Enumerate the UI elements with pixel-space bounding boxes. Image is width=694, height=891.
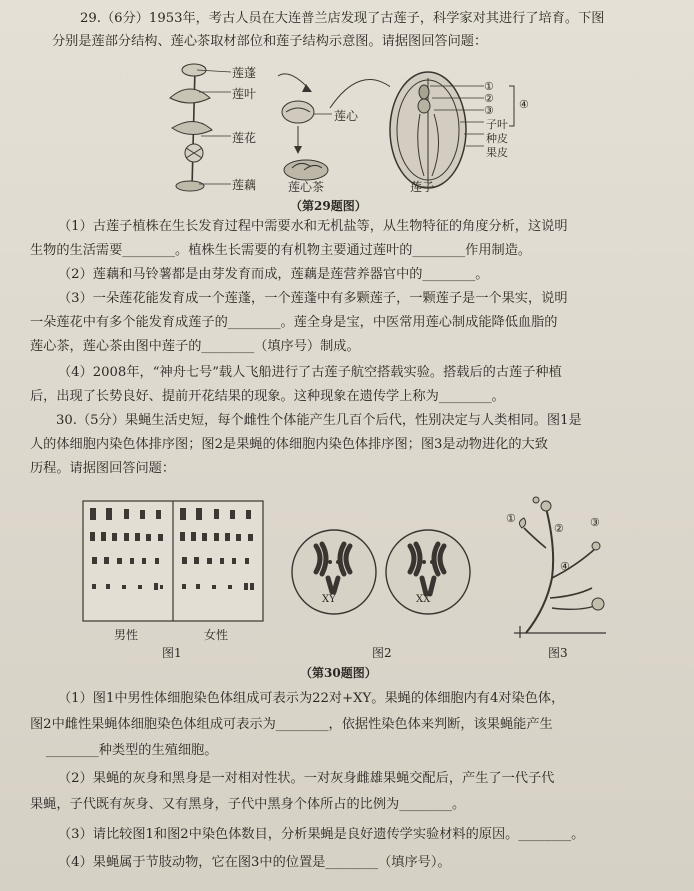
part-4: ④ xyxy=(519,98,529,111)
q30-intro-line3: 历程。请据图回答问题： xyxy=(30,461,176,476)
label-lianxin: 莲心 xyxy=(334,109,359,123)
q30-intro-line1: 30.（5分）果蝇生活史短，每个雌性个体能产生几百个后代，性别决定与人类相同。图1是 xyxy=(56,413,582,428)
lotus-heart-drawing xyxy=(270,70,390,190)
fig3-mark-4: ④ xyxy=(560,560,570,573)
label-lianye: 莲叶 xyxy=(232,87,257,101)
female-sex-chromosomes: XX xyxy=(416,594,431,605)
q29-sub3-line2: 一朵莲花中有多个能发育成莲子的________。莲全身是宝，中医常用莲心制成能降低血脂的 xyxy=(30,315,558,330)
fig1-female-label: 女性 xyxy=(204,628,229,642)
part-2: ② xyxy=(484,92,494,105)
q30-sub1-line3: ________种类型的生殖细胞。 xyxy=(46,743,218,758)
fig1-caption: 图1 xyxy=(162,646,182,660)
q30-sub1-line2: 图2中雌性果蝇体细胞染色体组成可表示为________，依据性染色体来判断，该果蝇能产生 xyxy=(30,717,553,732)
leader-lines xyxy=(195,62,235,192)
label-lianpeng: 莲蓬 xyxy=(232,66,257,80)
fig1-male-label: 男性 xyxy=(114,628,139,642)
fig2-caption: 图2 xyxy=(372,646,392,660)
q29-intro-line2: 分别是莲部分结构、莲心茶取材部位和莲子结构示意图。请据图回答问题： xyxy=(52,34,488,49)
male-sex-chromosomes: XY xyxy=(322,594,336,605)
q30-sub3: （3）请比较图1和图2中染色体数目，分析果蝇是良好遗传学实验材料的原因。________。 xyxy=(58,827,585,842)
fig3-caption: 图3 xyxy=(548,646,568,660)
fig30-caption: （第30题图） xyxy=(300,666,377,680)
q30-sub2-line2: 果蝇，子代既有灰身、又有黑身，子代中黑身个体所占的比例为________。 xyxy=(30,797,466,812)
fig3-mark-1: ① xyxy=(506,512,516,525)
fig3-mark-2: ② xyxy=(554,522,564,535)
q29-sub3-line1: （3）一朵莲花能发育成一个莲蓬，一个莲蓬中有多颗莲子，一颗莲子是一个果实，说明 xyxy=(58,291,568,306)
q29-sub4-line1: （4）2008年，“神舟七号”载人飞船进行了古莲子航空搭载实验。搭载后的古莲子种植 xyxy=(58,365,562,380)
q30-sub2-line1: （2）果蝇的灰身和黑身是一对相对性状。一对灰身雌雄果蝇交配后，产生了一代子代 xyxy=(58,771,555,786)
karyotype-frame xyxy=(82,500,264,622)
label-lianhua: 莲花 xyxy=(232,131,257,145)
part-1: ① xyxy=(484,80,494,93)
lotus-seed-drawing xyxy=(384,66,484,196)
label-lianxincha: 莲心茶 xyxy=(288,180,325,194)
q29-sub1-line2: 生物的生活需要________。植株生长需要的有机物主要通过莲叶的________作用制造。 xyxy=(30,243,532,258)
q29-sub3-line3: 莲心茶，莲心茶由图中莲子的________（填序号）制成。 xyxy=(30,339,360,354)
q30-sub1-line1: （1）图1中男性体细胞染色体组成可表示为22对+XY。果蝇的体细胞内有4对染色体， xyxy=(58,691,565,706)
fig29-caption: （第29题图） xyxy=(290,199,367,213)
part-3: ③ xyxy=(484,104,494,117)
q29-sub4-line2: 后，出现了长势良好、提前开花结果的现象。这种现象在遗传学上称为________。 xyxy=(30,389,505,404)
label-lianzi: 莲子 xyxy=(410,180,435,194)
q29-sub1-line1: （1）古莲子植株在生长发育过程中需要水和无机盐等，从生物特征的角度分析，这说明 xyxy=(58,219,568,234)
q30-intro-line2: 人的体细胞内染色体排序图；图2是果蝇的体细胞内染色体排序图；图3是动物进化的大致 xyxy=(30,437,548,452)
q29-sub2: （2）莲藕和马铃薯都是由芽发育而成，莲藕是莲营养器官中的________。 xyxy=(58,267,489,282)
q29-intro-line1: 29.（6分）1953年，考古人员在大连普兰店发现了古莲子，科学家对其进行了培育。下图 xyxy=(80,11,605,26)
label-lianou: 莲藕 xyxy=(232,178,257,192)
part-pericarp: 果皮 xyxy=(486,146,508,159)
q30-sub4: （4）果蝇属于节肢动物，它在图3中的位置是________（填序号）。 xyxy=(58,855,451,870)
part-seed-coat: 种皮 xyxy=(486,132,508,145)
fig3-mark-3: ③ xyxy=(590,516,600,529)
part-cotyledon: 子叶 xyxy=(486,118,508,131)
